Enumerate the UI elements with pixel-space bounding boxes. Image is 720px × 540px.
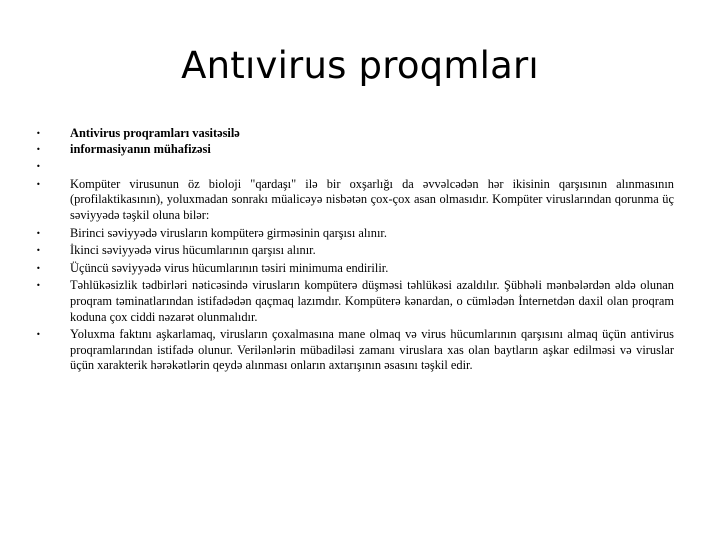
- list-item-paragraph-6: [36, 327, 674, 374]
- list-item-heading-1: [36, 126, 674, 142]
- paragraph-1: Kompüter virusunun öz bioloji "qardaşı" ilə bir oxşarlığı da əvvəlcədən hər ikisinin qarşısının alınmasının (profilaktikasının), yoluxmadan sonrakı müalicəyə nisbətən çox-çox asan olmasıdır. Kompüter viruslarından qorunma üç səviyyədə təşkil oluna bilər:: [70, 176, 674, 222]
- slide-title: Antıvirus proqmları: [181, 44, 539, 87]
- paragraph-2: Birinci səviyyədə virusların kompüterə girməsinin qarşısı alınır.: [70, 225, 387, 240]
- bullet-icon: •: [36, 263, 41, 273]
- bullet-icon: •: [36, 330, 41, 340]
- bullet-icon: •: [36, 281, 41, 291]
- paragraph-5: Təhlükəsizlik tədbirləri nəticəsində virusların kompüterə düşməsi təhlükəsi azaldılır. Şübhəli mənbələrdən əldə olunan proqram təminatlarından istifadədən qaçmaq lazımdır. Kompüterə kənardan, o cümlədən İnternetdən daxil olan proqram koduna çox ciddi nəzarət olunmalıdır.: [70, 278, 674, 324]
- list-item-heading-2: [36, 142, 674, 158]
- heading-line-1: Antivirus proqramları vasitəsilə: [70, 126, 240, 140]
- list-item-paragraph-5: [36, 278, 674, 325]
- bullet-icon: •: [36, 144, 41, 154]
- bullet-icon: •: [36, 162, 41, 172]
- list-item-paragraph-4: [36, 261, 674, 277]
- paragraph-6: Yoluxma faktını aşkarlamaq, virusların çoxalmasına mane olmaq və virus hücumlarının qarşısını almaq üçün antivirus proqramlarından istifadə olunur. Verilənlərin mübadiləsi zamanı viruslara xas olan baytların aşkar edilməsi və viruslar üçün xarakterik hərəkətlərin qeydə alınması onların axtarışının əsasını təşkil edir.: [70, 327, 674, 373]
- list-item-paragraph-1: [36, 177, 674, 224]
- bullet-icon: •: [36, 179, 41, 189]
- heading-line-2: informasiyanın mühafizəsi: [70, 141, 211, 156]
- bullet-icon: •: [36, 228, 41, 238]
- list-item-paragraph-3: [36, 243, 674, 259]
- bullet-icon: •: [36, 246, 41, 256]
- list-item-empty: [36, 159, 674, 175]
- paragraph-3: İkinci səviyyədə virus hücumlarının qarşısı alınır.: [70, 243, 316, 258]
- bullet-list: [36, 126, 674, 376]
- list-item-paragraph-2: [36, 226, 674, 242]
- paragraph-4: Üçüncü səviyyədə virus hücumlarının təsiri minimuma endirilir.: [70, 260, 389, 275]
- bullet-icon: •: [36, 129, 41, 138]
- empty-line: [70, 159, 674, 175]
